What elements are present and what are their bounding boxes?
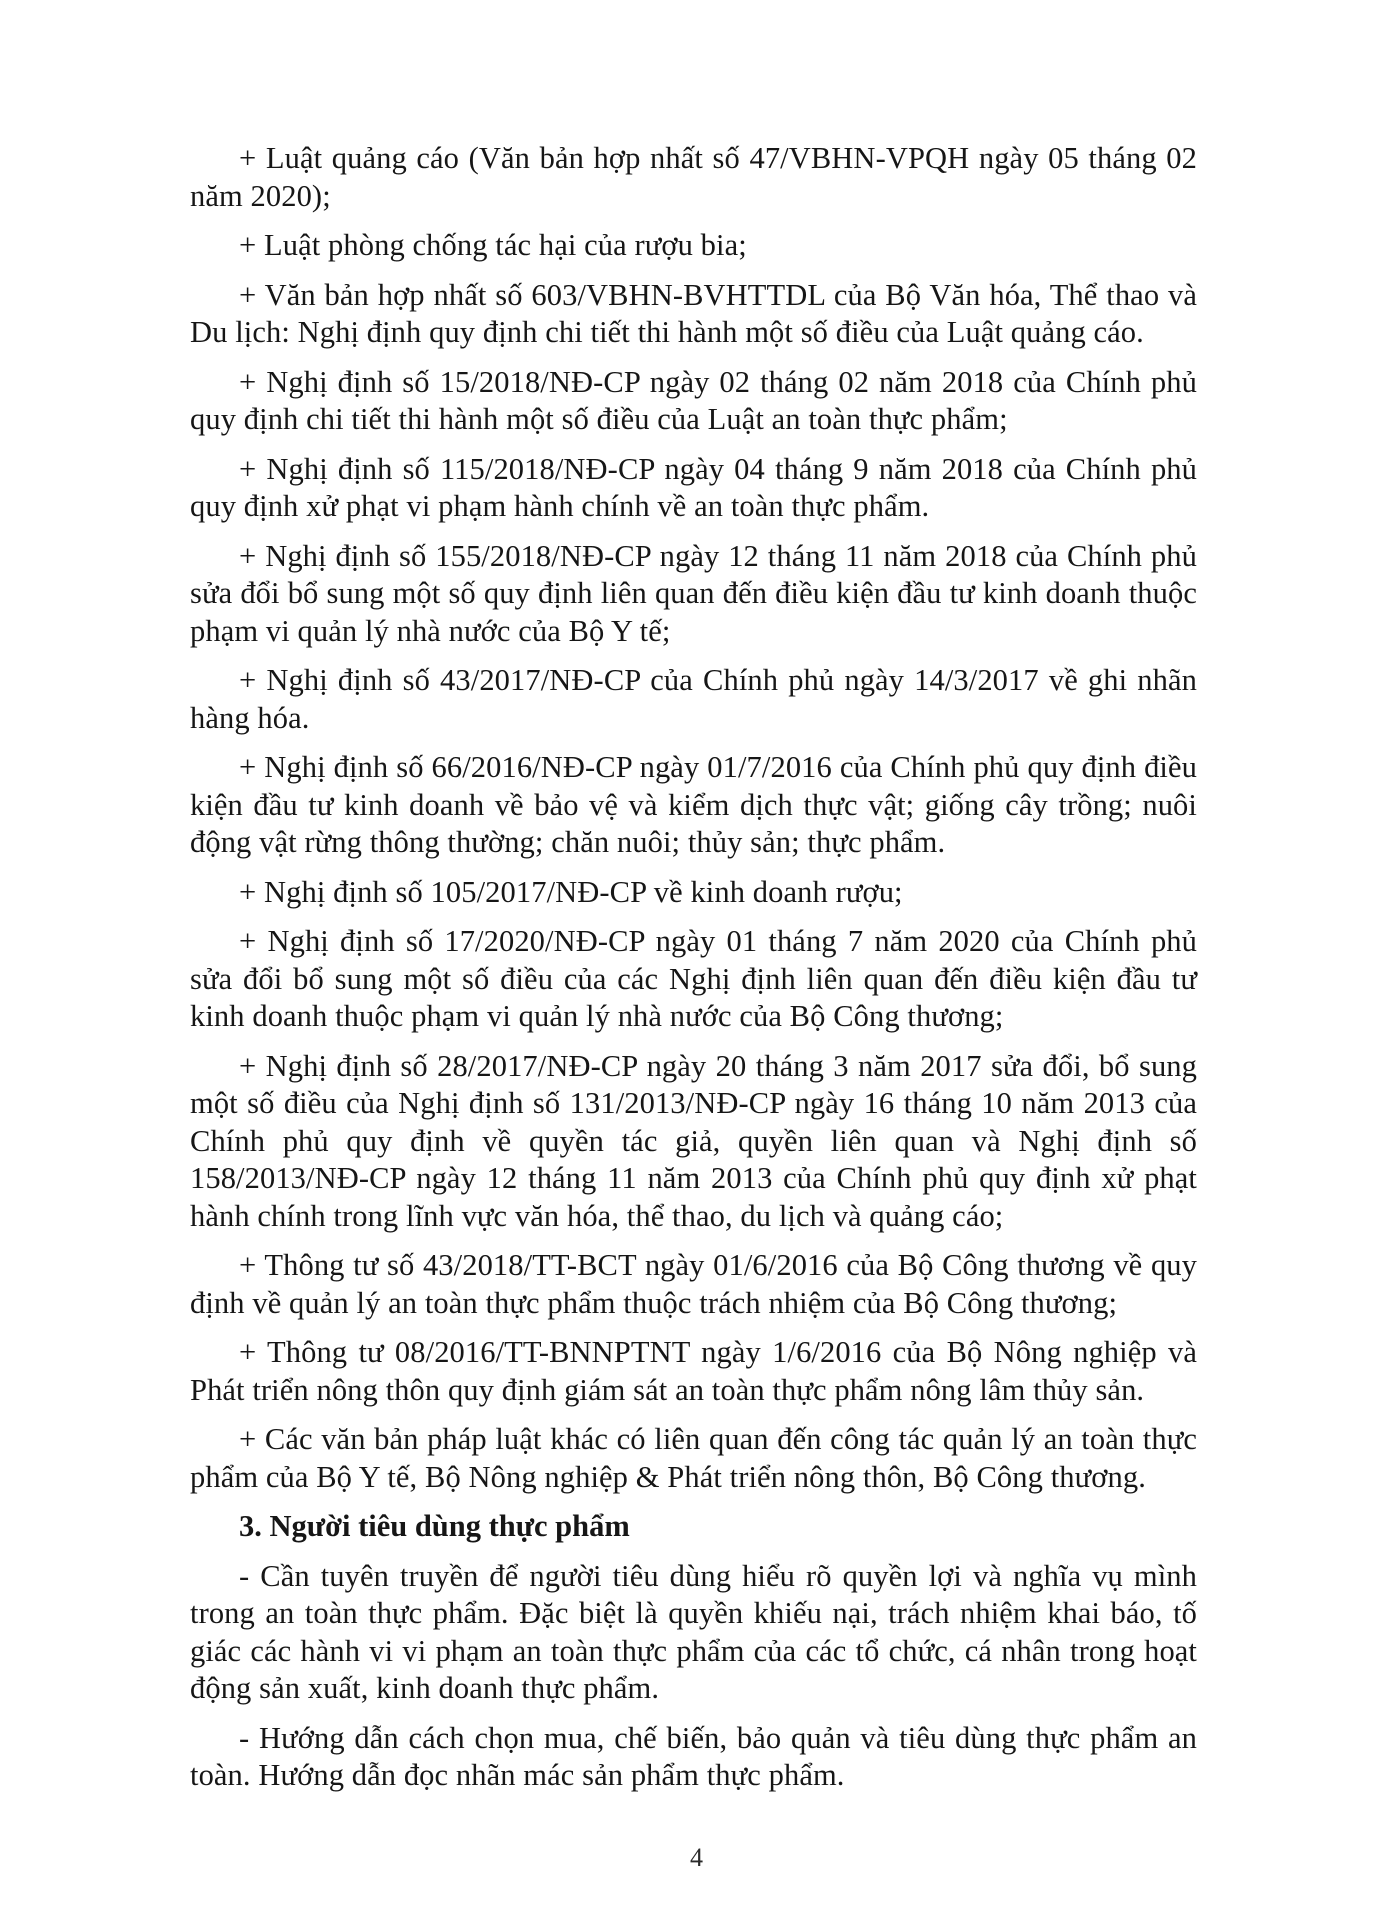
consumer-paragraph-rights: - Cần tuyên truyền để người tiêu dùng hiểu rõ quyền lợi và nghĩa vụ mình trong an toàn thực phẩm. Đặc biệt là quyền khiếu nại, trách nhiệm khai báo, tố giác các hành vi vi phạm an toàn thực phẩm của các tổ chức, cá nhân trong hoạt động sản xuất, kinh doanh thực phẩm. (190, 1558, 1197, 1705)
legal-item-advertising-law: + Luật quảng cáo (Văn bản hợp nhất số 47/VBHN-VPQH ngày 05 tháng 02 năm 2020); (190, 141, 1197, 213)
legal-item-decree-105-2017: + Nghị định số 105/2017/NĐ-CP về kinh doanh rượu; (239, 874, 903, 909)
legal-item-consolidated-doc-603: + Văn bản hợp nhất số 603/VBHN-BVHTTDL của Bộ Văn hóa, Thể thao và Du lịch: Nghị định quy định chi tiết thi hành một số điều của Luật quảng cáo. (190, 277, 1197, 349)
consumer-paragraph-guidance: - Hướng dẫn cách chọn mua, chế biến, bảo quản và tiêu dùng thực phẩm an toàn. Hướng dẫn đọc nhãn mác sản phẩm thực phẩm. (190, 1720, 1197, 1792)
legal-item-decree-115-2018: + Nghị định số 115/2018/NĐ-CP ngày 04 tháng 9 năm 2018 của Chính phủ quy định xử phạt vi phạm hành chính về an toàn thực phẩm. (190, 451, 1197, 523)
legal-item-decree-15-2018: + Nghị định số 15/2018/NĐ-CP ngày 02 tháng 02 năm 2018 của Chính phủ quy định chi tiết thi hành một số điều của Luật an toàn thực phẩm; (190, 364, 1197, 436)
legal-item-decree-28-2017: + Nghị định số 28/2017/NĐ-CP ngày 20 tháng 3 năm 2017 sửa đổi, bổ sung một số điều của Nghị định số 131/2013/NĐ-CP ngày 16 tháng 10 năm 2013 của Chính phủ quy định về quyền tác giả, quyền liên quan và Nghị định số 158/2013/NĐ-CP ngày 12 tháng 11 năm 2013 của Chính phủ quy định xử phạt hành chính trong lĩnh vực văn hóa, thể thao, du lịch và quảng cáo; (190, 1048, 1197, 1233)
legal-item-decree-155-2018: + Nghị định số 155/2018/NĐ-CP ngày 12 tháng 11 năm 2018 của Chính phủ sửa đổi bổ sung một số quy định liên quan đến điều kiện đầu tư kinh doanh thuộc phạm vi quản lý nhà nước của Bộ Y tế; (190, 538, 1197, 648)
legal-item-decree-17-2020: + Nghị định số 17/2020/NĐ-CP ngày 01 tháng 7 năm 2020 của Chính phủ sửa đổi bổ sung một số điều của các Nghị định liên quan đến điều kiện đầu tư kinh doanh thuộc phạm vi quản lý nhà nước của Bộ Công thương; (190, 924, 1197, 1033)
legal-item-circular-43-2018: + Thông tư số 43/2018/TT-BCT ngày 01/6/2016 của Bộ Công thương về quy định về quản lý an toàn thực phẩm thuộc trách nhiệm của Bộ Công thương; (190, 1248, 1197, 1320)
legal-item-decree-66-2016: + Nghị định số 66/2016/NĐ-CP ngày 01/7/2016 của Chính phủ quy định điều kiện đầu tư kinh doanh về bảo vệ và kiểm dịch thực vật; giống cây trồng; nuôi động vật rừng thông thường; chăn nuôi; thủy sản; thực phẩm. (190, 750, 1197, 859)
section-heading-consumers: 3. Người tiêu dùng thực phẩm (239, 1509, 630, 1543)
legal-item-other-documents: + Các văn bản pháp luật khác có liên quan đến công tác quản lý an toàn thực phẩm của Bộ Y tế, Bộ Nông nghiệp & Phát triển nông thôn, Bộ Công thương. (190, 1422, 1197, 1494)
page-number: 4 (690, 1843, 703, 1872)
legal-item-decree-43-2017: + Nghị định số 43/2017/NĐ-CP của Chính phủ ngày 14/3/2017 về ghi nhãn hàng hóa. (190, 663, 1197, 735)
legal-item-circular-08-2016: + Thông tư 08/2016/TT-BNNPTNT ngày 1/6/2016 của Bộ Nông nghiệp và Phát triển nông thôn quy định giám sát an toàn thực phẩm nông lâm thủy sản. (190, 1335, 1197, 1407)
legal-item-alcohol-harm-law: + Luật phòng chống tác hại của rượu bia; (239, 228, 747, 262)
